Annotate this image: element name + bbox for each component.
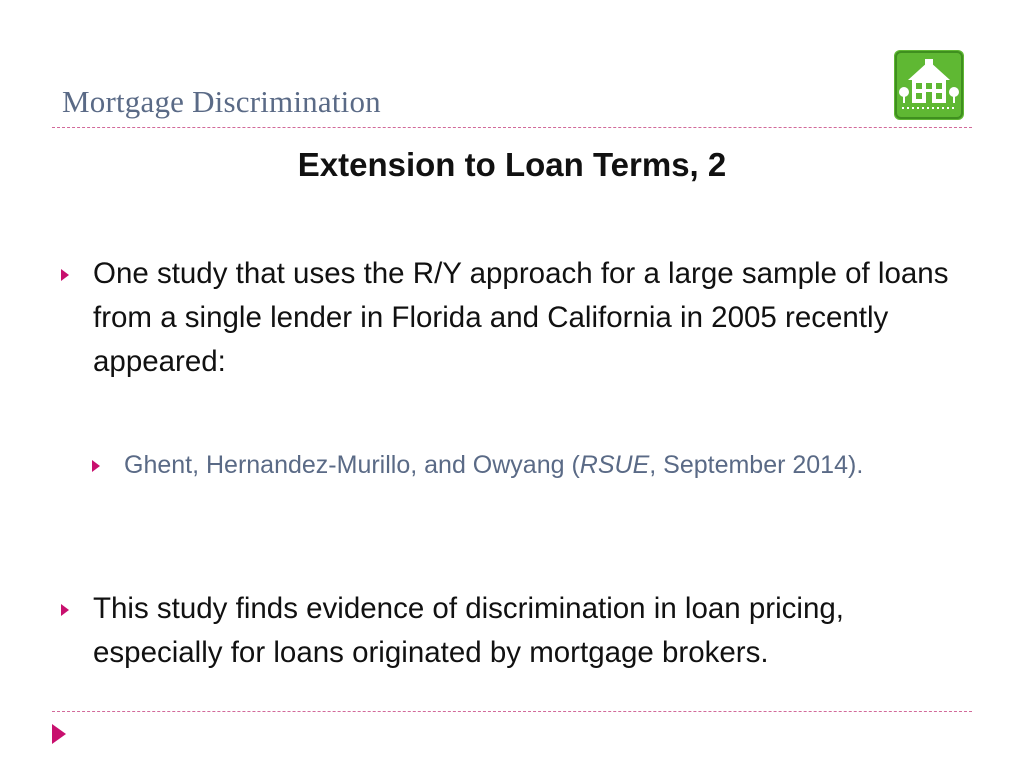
- bullet-text: One study that uses the R/Y approach for a large sample of loans from a single lender in Florida and California in 2005 recently appeared:: [93, 257, 949, 378]
- header-divider: [52, 127, 972, 128]
- citation-authors: Ghent, Hernandez-Murillo, and Owyang (: [124, 451, 580, 479]
- bullet-arrow-icon: [61, 604, 69, 616]
- bullet-text: This study finds evidence of discrimination in loan pricing, especially for loans originated by mortgage brokers.: [93, 592, 844, 669]
- section-title: Mortgage Discrimination: [62, 84, 381, 119]
- house-logo-graphic: [894, 50, 964, 120]
- footer-arrow-icon: [52, 724, 66, 744]
- slide-title: Extension to Loan Terms, 2: [297, 146, 727, 183]
- citation-journal: RSUE: [579, 451, 650, 479]
- sub-bullet-item: [124, 446, 964, 484]
- footer-divider: [52, 711, 972, 712]
- bullet-item: [93, 252, 973, 384]
- citation-text: [124, 446, 964, 484]
- house-icon: [894, 50, 964, 120]
- citation-date: , September 2014).: [649, 451, 864, 479]
- bullet-item: [93, 587, 973, 675]
- bullet-arrow-icon: [61, 269, 69, 281]
- bullet-arrow-icon: [92, 460, 100, 472]
